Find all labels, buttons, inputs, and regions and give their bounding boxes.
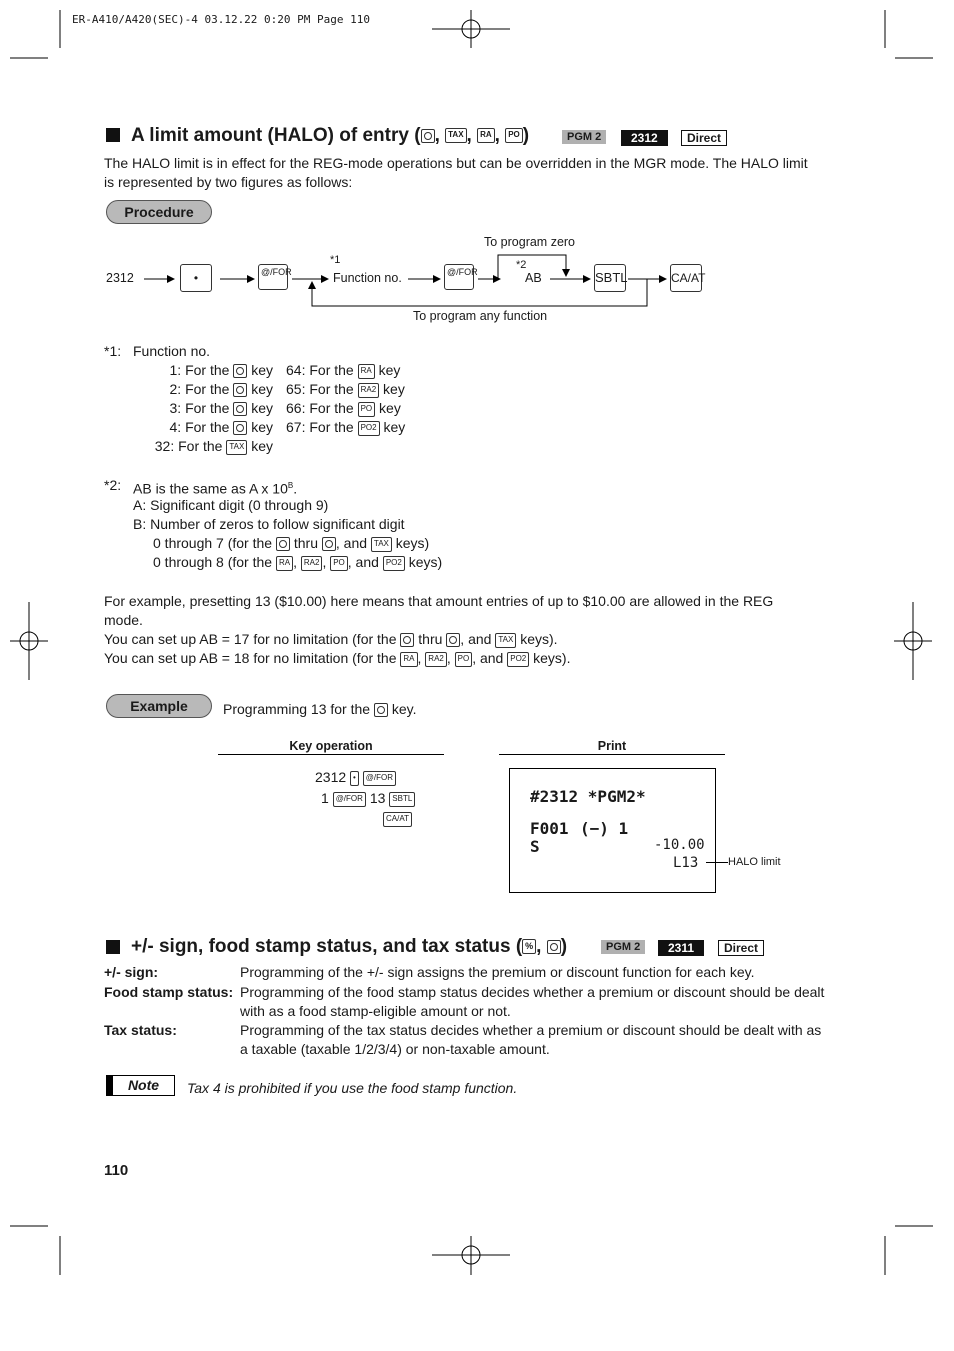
minus2-key-icon [233,383,247,397]
note1-left-list [133,361,273,456]
for-key-icon-2: @/FOR [444,264,474,290]
text: thru [418,631,443,647]
note1-left-item [133,380,273,399]
minus-key-icon [400,633,414,647]
section1-title: A limit amount (HALO) of entry ( , TAX , RA , PO ) [131,125,530,146]
note-text: Tax 4 is prohibited if you use the food stamp function. [187,1080,518,1096]
note2-sup: B [287,481,294,490]
flow-note2-marker: *2 [516,259,527,271]
note1-heading: Function no. [133,343,211,359]
halo-limit-label: HALO limit [728,856,781,868]
procedure-label: Procedure [106,200,212,224]
for-key-icon: @/FOR [333,792,366,807]
row-text: Programming of the tax status decides whether a premium or discount should be dealt with as a taxable (taxable 1/2/3/4) or non-taxable amount. [240,1022,822,1057]
minus4-key-icon [233,421,247,435]
section1-intro: The HALO limit is in effect for the REG-mode operations but can be overridden in the MGR mode. The HALO limit is represented by two figures as follows: [104,155,808,190]
for-key-icon: @/FOR [258,264,288,290]
ra2-key-icon: RA2 [301,556,323,571]
sbtl-key-icon: SBTL [389,792,415,807]
item-suffix: key [251,400,273,416]
text: , and [347,554,379,570]
note1-right-item [286,399,405,418]
minus4-key-icon [446,633,460,647]
text: keys). [533,650,571,666]
example-paragraph-1: For example, presetting 13 ($10.00) here means that amount entries of up to $10.00 are allowed in the REG mode. [104,593,774,628]
receipt-line4: L13 [673,855,699,871]
item-text: 65: For the [286,381,354,397]
ra2-key-icon: RA2 [425,652,447,667]
item-text: 66: For the [286,400,354,416]
note2-b1 [153,534,429,553]
note1-left-item [133,361,273,380]
text: 13 [369,790,386,806]
key-op-line3 [383,809,412,828]
text: keys) [395,535,430,551]
item-suffix: key [251,419,273,435]
page-number: 110 [104,1162,129,1179]
text: , and [335,535,368,551]
percent-key-icon: % [522,939,536,954]
pgm-tag-2: PGM 2 [601,940,645,954]
po-key-icon: PO [455,652,473,667]
text: thru [293,535,318,551]
for-key-icon: @/FOR [363,771,396,786]
po-key-icon: PO [330,556,348,571]
dot-key-icon: • [180,264,212,292]
po-key-icon: PO [505,128,523,143]
item-suffix: key [251,438,273,454]
sbtl-key-icon: SBTL [594,264,626,292]
receipt-line2-right: (−) 1 [580,819,629,838]
example-paragraph-2 [104,630,558,649]
example-label: Example [106,694,212,718]
receipt-line3-left: S [530,837,540,856]
item-suffix: key [379,400,401,416]
note-label: Note [106,1075,175,1096]
row-label: Tax status: [104,1022,177,1038]
text: You can set up AB = 18 for no limitation (for the [104,650,397,666]
halo-leader-line [706,862,728,863]
item-text: 3: For the [169,400,230,416]
note1-right-item [286,418,405,437]
text: 2312 [315,769,347,785]
section-bullet [106,940,120,954]
section2-title: +/- sign, food stamp status, and tax status ( % , ) [131,936,568,957]
minus3-key-icon [233,402,247,416]
text: You can set up AB = 17 for no limitation (for the [104,631,397,647]
flow-function-no: Function no. [333,271,402,285]
po2-key-icon: PO2 [507,652,529,667]
minus-key-icon [233,364,247,378]
example-description [223,700,417,719]
item-text: 64: For the [286,362,354,378]
item-text: 2: For the [169,381,230,397]
receipt-line2-left: F001 [530,819,569,838]
tax-key-icon: TAX [226,440,247,455]
note2-line1-text: AB is the same as A x 10 [133,480,288,497]
po2-key-icon: PO2 [358,421,380,436]
key-op-line1 [315,768,396,787]
note1-right-item [286,361,405,380]
text: key. [391,701,417,717]
tax-key-icon: TAX [495,633,516,648]
minus-key-icon [276,537,290,551]
dot-key-icon: • [350,771,359,786]
tax-key-icon: TAX [445,128,466,143]
note1-right-item [286,380,405,399]
caat-key-icon: CA/AT [383,812,412,827]
note2-b: B: Number of zeros to follow significant digit [133,516,405,532]
row-text: Programming of the +/- sign assigns the premium or discount function for each key. [240,964,755,980]
text: , and [460,631,492,647]
key-op-line2 [321,789,415,808]
tax-key-icon: TAX [371,537,392,552]
item-suffix: key [383,419,406,435]
text: Programming 13 for the [223,701,371,717]
item-suffix: key [251,362,273,378]
item-text: 67: For the [286,419,354,435]
item-text: 4: For the [169,419,230,435]
ra-key-icon: RA [477,128,495,143]
item-suffix: key [383,381,405,397]
section1-title-text: A limit amount (HALO) of entry ( [131,125,421,146]
po2-key-icon: PO2 [383,556,405,571]
receipt-line3-right: -10.00 [654,837,705,853]
direct-tag-2: Direct [718,940,764,956]
text: 0 through 7 (for the [153,535,273,551]
minus4-key-icon [322,537,336,551]
item-text: 32: For the [154,438,223,454]
note1-label: *1: [104,343,122,359]
receipt-line1: #2312 *PGM2* [530,787,646,806]
text: 1 [321,790,329,806]
flow-start-code: 2312 [106,271,134,285]
text: keys). [520,631,558,647]
section2-title-text: +/- sign, food stamp status, and tax status ( [131,936,523,957]
print-header: Print [499,739,725,755]
note1-right-list [286,361,405,437]
direct-tag: Direct [681,130,727,146]
row-label: Food stamp status: [104,984,234,1000]
note2-line1-end: . [293,480,298,497]
text: keys) [408,554,443,570]
flow-note1-marker: *1 [330,254,341,266]
section-bullet [106,128,120,142]
ra-key-icon: RA [400,652,417,667]
code-tag-2: 2311 [658,940,704,956]
key-operation-header: Key operation [218,739,444,755]
caat-key-icon: CA/AT [670,264,702,292]
flow-ab: AB [525,271,542,285]
note2-a: A: Significant digit (0 through 9) [133,497,329,513]
minus-key-icon [421,129,435,143]
po-key-icon: PO [358,402,376,417]
note2-b2: 0 through 8 (for the RA , RA2 , PO , and PO2 keys) [153,554,443,570]
note1-left-item [133,437,273,456]
ra-key-icon: RA [276,556,293,571]
item-suffix: key [378,362,401,378]
item-suffix: key [251,381,273,397]
note2-label: *2: [104,477,122,493]
ra-key-icon: RA [358,364,375,379]
minus-key-icon [547,940,561,954]
example-paragraph-3: You can set up AB = 18 for no limitation (for the RA , RA2 , PO , and PO2 keys). [104,650,571,666]
note1-left-item [133,399,273,418]
row-label: +/- sign: [104,964,159,980]
text: , and [472,650,504,666]
ra2-key-icon: RA2 [358,383,380,398]
row-text: Programming of the food stamp status decides whether a premium or discount should be dealt with as a food stamp-eligible amount or not. [240,984,825,1019]
print-header-line: ER-A410/A420(SEC)-4 03.12.22 0:20 PM Page 110 [72,13,371,26]
flow-to-program-zero: To program zero [484,235,576,249]
note1-left-item [133,418,273,437]
text: 0 through 8 (for the [153,554,273,570]
item-text: 1: For the [169,362,230,378]
code-tag: 2312 [621,130,668,146]
flow-to-program-any: To program any function [413,309,548,323]
receipt-box [509,768,716,893]
pgm-tag: PGM 2 [562,130,606,144]
minus-key-icon [374,703,388,717]
